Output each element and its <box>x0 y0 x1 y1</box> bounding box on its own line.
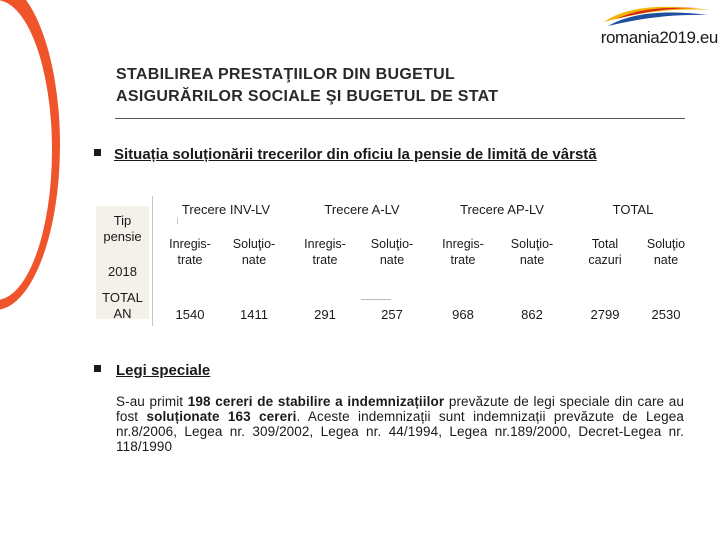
group-header-inv-lv: Trecere INV-LV <box>181 202 271 217</box>
cell-ap-registered: 968 <box>452 307 474 322</box>
subheader-ap-registered: Inregis- trate <box>442 237 484 267</box>
legi-speciale-paragraph: S-au primit 198 cereri de stabilire a indemnizațiilor prevăzute de legi speciale din care au fost soluționate 163 cereri. Aceste indemnizații sunt indemnizații prevăzute de Legea nr.8/2006, Legea nr. 309/2002, Legea nr. 44/1994, Legea nr.189/2000, Decret-Legea nr. 118/1990 <box>116 394 685 454</box>
group-header-ap-lv: Trecere AP-LV <box>460 202 544 217</box>
subheader-total-solved: Soluţio nate <box>646 237 686 267</box>
cell-ap-solved: 862 <box>521 307 543 322</box>
subheader-a-registered: Inregis- trate <box>304 237 346 267</box>
subheader-total-cases: Total cazuri <box>588 237 622 267</box>
page-title <box>116 64 636 108</box>
subheader-inv-registered: Inregis- trate <box>169 237 211 267</box>
group-header-a-lv: Trecere A-LV <box>324 202 400 217</box>
group-header-total: TOTAL <box>612 202 654 217</box>
bullet-square-icon <box>94 365 101 372</box>
subheader-a-solved: Soluţio- nate <box>370 237 414 267</box>
logo-text: romania2019.eu <box>600 28 718 47</box>
flag-swoosh-icon <box>602 2 712 28</box>
row-header-an: AN <box>113 306 132 321</box>
row-divider-mark <box>361 299 391 300</box>
column-tick <box>177 218 178 224</box>
cell-a-registered: 291 <box>314 307 336 322</box>
title-line-1: STABILIREA PRESTAŢIILOR DIN BUGETUL <box>116 66 456 83</box>
section-heading-situatia: Situația soluționării trecerilor din oficiu la pensie de limită de vârstă <box>114 146 597 163</box>
title-divider <box>115 118 685 119</box>
pension-table <box>94 196 694 326</box>
subheader-ap-solved: Soluţio- nate <box>510 237 554 267</box>
column-divider <box>152 196 153 326</box>
romania2019-logo <box>592 2 718 52</box>
row-header-tip: Tip <box>113 213 132 228</box>
subheader-inv-solved: Soluţio- nate <box>232 237 276 267</box>
row-header-pensie: pensie <box>103 229 142 244</box>
cell-inv-registered: 1540 <box>175 307 205 322</box>
cell-total-solved: 2530 <box>651 307 681 322</box>
row-header-total: TOTAL <box>102 290 143 305</box>
cell-a-solved: 257 <box>381 307 403 322</box>
cell-inv-solved: 1411 <box>240 307 268 322</box>
row-header-year: 2018 <box>108 264 137 279</box>
title-line-2: ASIGURĂRILOR SOCIALE ŞI BUGETUL DE STAT <box>116 88 499 105</box>
section-heading-legi-speciale: Legi speciale <box>116 362 211 379</box>
cell-total-cases: 2799 <box>590 307 620 322</box>
